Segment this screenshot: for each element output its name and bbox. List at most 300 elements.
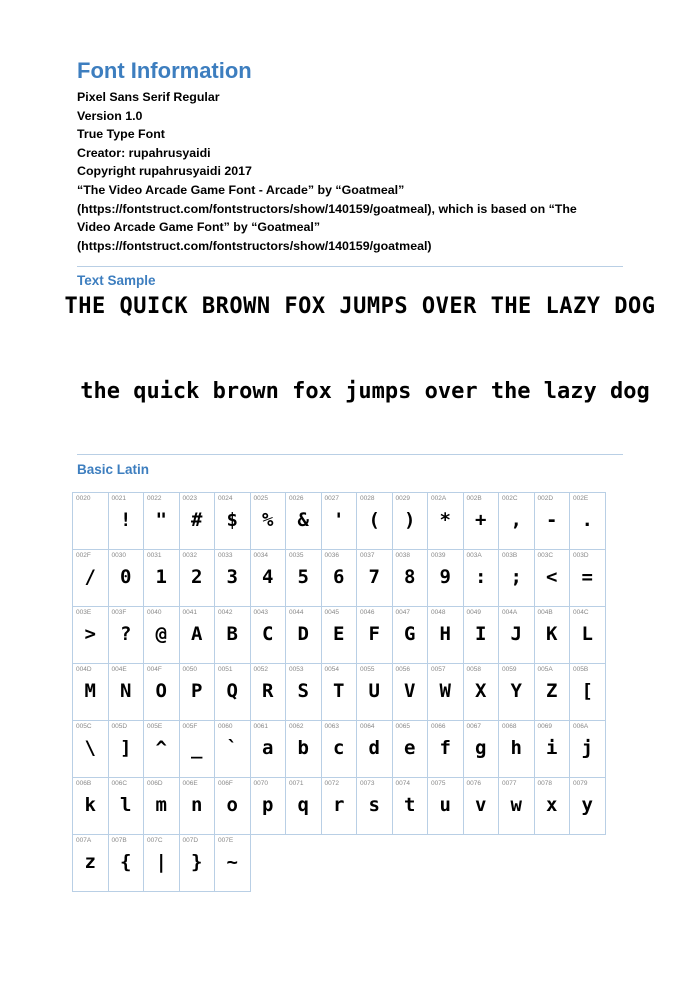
- glyph-code: 0031: [147, 552, 162, 559]
- glyph-code: 0048: [431, 609, 446, 616]
- font-credit-line-2: (https://fontstruct.com/fontstructors/show/140159/goatmeal), which is based on “The: [77, 201, 577, 216]
- empty-cell: [250, 835, 286, 892]
- glyph-char: R: [262, 680, 274, 702]
- glyph-char: I: [475, 623, 487, 645]
- empty-cell: [499, 835, 535, 892]
- glyph-char: 3: [226, 566, 238, 588]
- glyph-char: ~: [226, 851, 238, 873]
- glyph-row: [73, 835, 606, 892]
- glyph-code: 0022: [147, 495, 162, 502]
- glyph-code: 005E: [147, 723, 163, 730]
- glyph-char: -: [546, 509, 558, 531]
- glyph-cell: [357, 607, 393, 664]
- glyph-char: W: [439, 680, 451, 702]
- glyph-cell: [108, 550, 144, 607]
- glyph-cell: [73, 550, 109, 607]
- glyph-char: 4: [262, 566, 274, 588]
- glyph-cell: [144, 607, 180, 664]
- glyph-char: .: [581, 509, 593, 531]
- font-creator: Creator: rupahrusyaidi: [77, 145, 211, 160]
- glyph-code: 0037: [360, 552, 375, 559]
- glyph-cell: [499, 607, 535, 664]
- glyph-cell: [534, 664, 570, 721]
- glyph-char: (: [368, 509, 380, 531]
- glyph-char: d: [368, 737, 380, 759]
- glyph-char: ": [155, 509, 167, 531]
- glyph-code: 0066: [431, 723, 446, 730]
- font-name: Pixel Sans Serif Regular: [77, 90, 220, 104]
- glyph-char: |: [155, 851, 167, 873]
- glyph-cell: [215, 721, 251, 778]
- glyph-char: =: [581, 566, 593, 588]
- glyph-code: 0069: [537, 723, 552, 730]
- glyph-code: 003E: [76, 609, 92, 616]
- glyph-cell: [179, 607, 215, 664]
- glyph-char: f: [439, 737, 451, 759]
- glyph-code: 0067: [466, 723, 481, 730]
- glyph-cell: [357, 721, 393, 778]
- glyph-char: G: [404, 623, 416, 645]
- glyph-cell: [108, 721, 144, 778]
- glyph-code: 0078: [537, 780, 552, 787]
- glyph-code: 0021: [111, 495, 126, 502]
- glyph-char: 8: [404, 566, 416, 588]
- font-credit-line-3: Video Arcade Game Font” by “Goatmeal”: [77, 220, 321, 235]
- empty-cell: [534, 835, 570, 892]
- glyph-code: 002D: [537, 495, 554, 502]
- glyph-cell: [179, 664, 215, 721]
- glyph-char: k: [84, 794, 96, 816]
- glyph-code: 0025: [253, 495, 268, 502]
- glyph-char: *: [439, 509, 451, 531]
- glyph-char: C: [262, 623, 274, 645]
- glyph-code: 0056: [395, 666, 410, 673]
- glyph-cell: [357, 550, 393, 607]
- empty-cell: [357, 835, 393, 892]
- glyph-cell: [179, 778, 215, 835]
- glyph-cell: [286, 607, 322, 664]
- glyph-code: 006C: [111, 780, 128, 787]
- glyph-cell: [570, 550, 606, 607]
- empty-cell: [570, 835, 606, 892]
- glyph-char: ;: [510, 566, 522, 588]
- glyph-code: 0050: [182, 666, 197, 673]
- glyph-char: <: [546, 566, 558, 588]
- glyph-code: 003D: [573, 552, 589, 559]
- font-credit-line-1: “The Video Arcade Game Font - Arcade” by “Goatmeal”: [77, 182, 405, 197]
- glyph-code: 004C: [573, 609, 589, 616]
- glyph-cell: [499, 721, 535, 778]
- glyph-code: 0053: [289, 666, 304, 673]
- glyph-char: m: [155, 794, 167, 816]
- glyph-char: M: [84, 680, 96, 702]
- glyph-cell: [428, 721, 464, 778]
- glyph-code: 002C: [502, 495, 518, 502]
- glyph-cell: [499, 550, 535, 607]
- glyph-cell: [250, 493, 286, 550]
- glyph-char: o: [226, 794, 238, 816]
- glyph-char: Y: [510, 680, 522, 702]
- glyph-code: 004B: [537, 609, 553, 616]
- glyph-cell: [499, 664, 535, 721]
- glyph-code: 0026: [289, 495, 304, 502]
- glyph-cell: [250, 550, 286, 607]
- glyph-code: 0068: [502, 723, 517, 730]
- glyph-char: 5: [297, 566, 309, 588]
- empty-cell: [463, 835, 499, 892]
- glyph-char: !: [120, 509, 132, 531]
- glyph-char: ^: [155, 737, 167, 759]
- glyph-code: 0060: [218, 723, 233, 730]
- glyph-cell: [392, 664, 428, 721]
- glyph-code: 0029: [395, 495, 410, 502]
- basic-latin-heading: Basic Latin: [77, 462, 150, 477]
- glyph-code: 0065: [395, 723, 410, 730]
- glyph-code: 0071: [289, 780, 304, 787]
- glyph-char: +: [475, 509, 487, 531]
- glyph-char: F: [368, 623, 380, 645]
- glyph-code: 0045: [324, 609, 339, 616]
- glyph-cell: [108, 607, 144, 664]
- glyph-char: ): [404, 509, 416, 531]
- glyph-code: 003B: [502, 552, 518, 559]
- glyph-code: 007E: [218, 837, 234, 844]
- glyph-cell: [250, 607, 286, 664]
- glyph-char: t: [404, 794, 416, 816]
- glyph-code: 0033: [218, 552, 233, 559]
- glyph-char: K: [546, 623, 558, 645]
- glyph-cell: [215, 493, 251, 550]
- glyph-cell: [144, 778, 180, 835]
- glyph-char: `: [226, 737, 238, 759]
- glyph-char: 6: [333, 566, 345, 588]
- glyph-char: ]: [120, 737, 132, 759]
- glyph-code: 0051: [218, 666, 233, 673]
- glyph-cell: [357, 778, 393, 835]
- glyph-char: 0: [120, 566, 132, 588]
- uppercase-sample: THE QUICK BROWN FOX JUMPS OVER THE LAZY DOG: [64, 294, 656, 319]
- glyph-char: 7: [368, 566, 380, 588]
- glyph-cell: [570, 607, 606, 664]
- glyph-char: H: [439, 623, 451, 645]
- glyph-code: 0072: [324, 780, 339, 787]
- glyph-code: 005C: [76, 723, 92, 730]
- glyph-cell: [179, 550, 215, 607]
- glyph-code: 0023: [182, 495, 197, 502]
- glyph-cell: [73, 664, 109, 721]
- glyph-code: 006E: [182, 780, 198, 787]
- glyph-cell: [108, 835, 144, 892]
- glyph-code: 0054: [324, 666, 339, 673]
- glyph-cell: [73, 721, 109, 778]
- glyph-cell: [392, 607, 428, 664]
- section-divider: [77, 266, 623, 267]
- glyph-code: 007A: [76, 837, 92, 844]
- glyph-cell: [428, 664, 464, 721]
- glyph-row: [73, 493, 606, 550]
- glyph-cell: [286, 778, 322, 835]
- glyph-char: e: [404, 737, 416, 759]
- glyph-code: 0044: [289, 609, 304, 616]
- glyph-code: 007B: [111, 837, 127, 844]
- empty-cell: [321, 835, 357, 892]
- glyph-char: A: [191, 623, 203, 645]
- glyph-char: ': [333, 509, 345, 531]
- glyph-cell: [534, 493, 570, 550]
- glyph-char: [: [581, 680, 593, 702]
- lowercase-sample: the quick brown fox jumps over the lazy dog: [80, 379, 650, 404]
- glyph-cell: [179, 493, 215, 550]
- glyph-char: g: [475, 737, 487, 759]
- glyph-code: 0058: [466, 666, 481, 673]
- glyph-cell: [215, 664, 251, 721]
- glyph-code: 003A: [466, 552, 482, 559]
- glyph-code: 006B: [76, 780, 92, 787]
- section-divider: [77, 454, 623, 455]
- glyph-cell: [179, 835, 215, 892]
- glyph-code: 004E: [111, 666, 127, 673]
- font-information-section: [77, 58, 623, 255]
- glyph-cell: [321, 493, 357, 550]
- glyph-code: 0049: [466, 609, 481, 616]
- glyph-char: l: [120, 794, 132, 816]
- glyph-code: 0074: [395, 780, 410, 787]
- glyph-code: 002E: [573, 495, 589, 502]
- glyph-code: 0032: [182, 552, 197, 559]
- glyph-char: V: [404, 680, 416, 702]
- glyph-code: 004F: [147, 666, 162, 673]
- glyph-char: O: [155, 680, 167, 702]
- page-title: Font Information: [77, 58, 252, 83]
- glyph-cell: [534, 550, 570, 607]
- glyph-code: 005F: [182, 723, 198, 730]
- font-version: Version 1.0: [77, 108, 143, 123]
- glyph-code: 0064: [360, 723, 375, 730]
- glyph-char: X: [475, 680, 487, 702]
- glyph-code: 004A: [502, 609, 518, 616]
- glyph-code: 005D: [111, 723, 128, 730]
- glyph-code: 0055: [360, 666, 375, 673]
- glyph-code: 007C: [147, 837, 163, 844]
- empty-cell: [428, 835, 464, 892]
- glyph-code: 0030: [111, 552, 126, 559]
- glyph-cell: [463, 493, 499, 550]
- glyph-row: [73, 778, 606, 835]
- glyph-code: 0036: [324, 552, 339, 559]
- glyph-char: w: [510, 794, 522, 816]
- glyph-cell: [250, 664, 286, 721]
- glyph-char: x: [546, 794, 558, 816]
- glyph-char: ,: [510, 509, 522, 531]
- glyph-row: [73, 550, 606, 607]
- glyph-cell: [428, 607, 464, 664]
- glyph-code: 005A: [537, 666, 553, 673]
- glyph-cell: [144, 550, 180, 607]
- glyph-cell: [534, 778, 570, 835]
- font-credit-line-4: (https://fontstruct.com/fontstructors/show/140159/goatmeal): [77, 238, 432, 253]
- glyph-cell: [144, 721, 180, 778]
- glyph-char: >: [84, 623, 96, 645]
- glyph-code: 002B: [466, 495, 482, 502]
- glyph-cell: [215, 835, 251, 892]
- glyph-cell: [392, 493, 428, 550]
- glyph-cell: [108, 778, 144, 835]
- empty-cell: [286, 835, 322, 892]
- glyph-cell: [108, 664, 144, 721]
- glyph-cell: [463, 778, 499, 835]
- glyph-char: $: [226, 509, 238, 531]
- glyph-cell: [357, 493, 393, 550]
- glyph-cell: [73, 835, 109, 892]
- glyph-char: J: [510, 623, 522, 645]
- glyph-char: &: [297, 509, 309, 531]
- glyph-code: 0041: [182, 609, 197, 616]
- glyph-char: /: [84, 566, 96, 588]
- font-type: True Type Font: [77, 127, 165, 142]
- glyph-char: Q: [226, 680, 238, 702]
- glyph-code: 003F: [111, 609, 127, 616]
- glyph-char: @: [155, 623, 167, 645]
- glyph-code: 0040: [147, 609, 162, 616]
- glyph-char: S: [297, 680, 309, 702]
- glyph-cell: [144, 835, 180, 892]
- glyph-code: 0038: [395, 552, 410, 559]
- glyph-cell: [570, 664, 606, 721]
- glyph-char: b: [297, 737, 309, 759]
- empty-cell: [392, 835, 428, 892]
- glyph-cell: [321, 550, 357, 607]
- glyph-char: L: [581, 623, 593, 645]
- glyph-cell: [321, 721, 357, 778]
- glyph-char: n: [191, 794, 203, 816]
- glyph-char: h: [510, 737, 522, 759]
- glyph-char: :: [475, 566, 487, 588]
- glyph-code: 003C: [537, 552, 554, 559]
- glyph-code: 0077: [502, 780, 517, 787]
- glyph-code: 0039: [431, 552, 446, 559]
- glyph-row: [73, 607, 606, 664]
- glyph-cell: [392, 778, 428, 835]
- glyph-cell: [250, 778, 286, 835]
- glyph-cell: [321, 607, 357, 664]
- glyph-char: s: [368, 794, 380, 816]
- glyph-char: z: [84, 851, 96, 873]
- glyph-code: 0047: [395, 609, 410, 616]
- glyph-row: [73, 721, 606, 778]
- glyph-code: 002F: [76, 552, 91, 559]
- glyph-char: v: [475, 794, 487, 816]
- glyph-code: 0043: [253, 609, 268, 616]
- glyph-cell: [179, 721, 215, 778]
- glyph-cell: [463, 721, 499, 778]
- glyph-char: a: [262, 737, 274, 759]
- glyph-code: 0079: [573, 780, 588, 787]
- glyph-code: 0027: [324, 495, 339, 502]
- glyph-cell: [428, 778, 464, 835]
- glyph-char: }: [191, 851, 203, 873]
- glyph-cell: [357, 664, 393, 721]
- glyph-cell: [286, 550, 322, 607]
- glyph-cell: [321, 664, 357, 721]
- glyph-char: B: [226, 623, 238, 645]
- glyph-code: 0075: [431, 780, 446, 787]
- glyph-code: 002A: [431, 495, 447, 502]
- glyph-cell: [215, 550, 251, 607]
- glyph-code: 0062: [289, 723, 304, 730]
- glyph-char: _: [191, 737, 203, 759]
- glyph-code: 0028: [360, 495, 375, 502]
- glyph-char: i: [546, 737, 558, 759]
- glyph-code: 0035: [289, 552, 304, 559]
- glyph-char: q: [297, 794, 309, 816]
- glyph-code: 0057: [431, 666, 446, 673]
- glyph-code: 0024: [218, 495, 233, 502]
- glyph-cell: [428, 493, 464, 550]
- glyph-cell: [570, 778, 606, 835]
- text-sample-heading: Text Sample: [77, 273, 156, 288]
- glyph-char: p: [262, 794, 274, 816]
- glyph-cell: [73, 778, 109, 835]
- glyph-char: E: [333, 623, 345, 645]
- glyph-cell: [321, 778, 357, 835]
- glyph-cell: [570, 493, 606, 550]
- glyph-cell: [144, 664, 180, 721]
- glyph-char: u: [439, 794, 451, 816]
- glyph-code: 0063: [324, 723, 339, 730]
- glyph-cell: [570, 721, 606, 778]
- glyph-cell: [392, 721, 428, 778]
- glyph-char: ?: [120, 623, 132, 645]
- glyph-char: Z: [546, 680, 558, 702]
- glyph-code: 007D: [182, 837, 199, 844]
- glyph-cell: [108, 493, 144, 550]
- glyph-char: T: [333, 680, 345, 702]
- glyph-code: 0076: [466, 780, 481, 787]
- glyph-cell: [215, 607, 251, 664]
- glyph-row: [73, 664, 606, 721]
- glyph-cell: [286, 721, 322, 778]
- glyph-char: U: [368, 680, 380, 702]
- glyph-cell: [215, 778, 251, 835]
- glyph-char: {: [120, 851, 132, 873]
- glyph-char: N: [120, 680, 132, 702]
- glyph-char: 2: [191, 566, 203, 588]
- glyph-char: %: [262, 509, 274, 531]
- font-copyright: Copyright rupahrusyaidi 2017: [77, 164, 252, 179]
- glyph-cell: [428, 550, 464, 607]
- glyph-cell: [499, 493, 535, 550]
- glyph-code: 005B: [573, 666, 589, 673]
- glyph-code: 0046: [360, 609, 375, 616]
- glyph-cell: [144, 493, 180, 550]
- glyph-cell: [534, 721, 570, 778]
- glyph-char: P: [191, 680, 203, 702]
- glyph-char: 9: [439, 566, 451, 588]
- glyph-code: 0059: [502, 666, 517, 673]
- glyph-char: \: [84, 737, 96, 759]
- glyph-char: r: [333, 794, 345, 816]
- glyph-code: 0042: [218, 609, 233, 616]
- glyph-cell: [250, 721, 286, 778]
- glyph-code: 0073: [360, 780, 375, 787]
- glyph-char: #: [191, 509, 203, 531]
- glyph-char: D: [297, 623, 309, 645]
- glyph-cell: [534, 607, 570, 664]
- glyph-char: j: [581, 737, 593, 759]
- glyph-cell: [392, 550, 428, 607]
- glyph-code: 0020: [76, 495, 91, 502]
- glyph-cell: [463, 664, 499, 721]
